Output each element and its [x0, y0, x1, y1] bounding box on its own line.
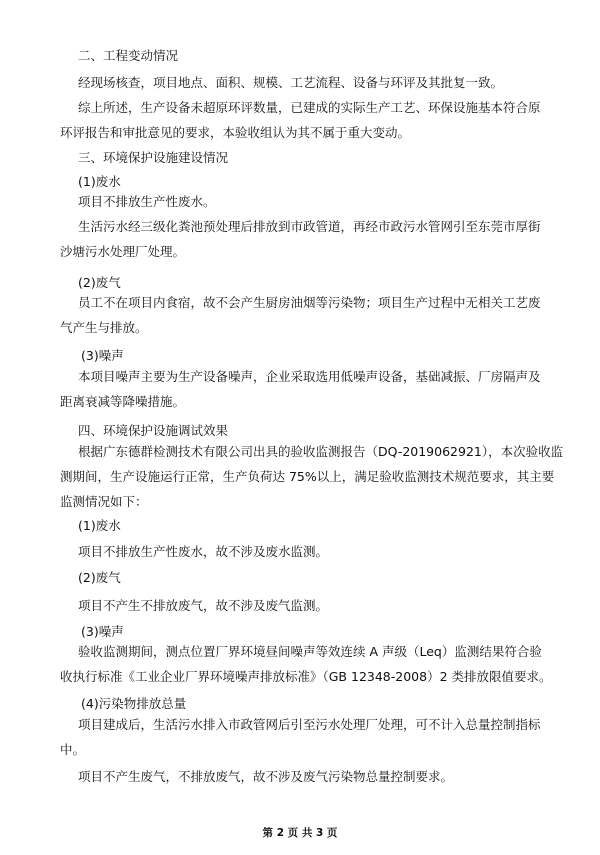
s4-exhaust-label: (2)废气	[78, 570, 121, 585]
s3-wastewater-para-2: 生活污水经三级化粪池预处理后排放到市政管道，再经市政污水管网引至东莞市厚街 沙塘污水处理厂处理。	[60, 219, 541, 259]
s4-noise-label: (3)噪声	[81, 624, 124, 639]
s4-noise-para: 验收监测期间，测点位置厂界环境昼间噪声等效连续 A 声级（Leq）监测结果符合验 收执行标准《工业企业厂界环境噪声排放标准》（GB 12348-2008）2 类排放限值要求。	[60, 644, 552, 684]
s4-exhaust-para: 项目不产生不排放废气，故不涉及废气监测。	[78, 598, 329, 613]
s3-noise-label: (3)噪声	[81, 348, 124, 363]
s4-wastewater-label: (1)废水	[78, 518, 121, 533]
section-3-title: 三、环境保护设施建设情况	[78, 150, 229, 165]
s3-noise-para: 本项目噪声主要为生产设备噪声，企业采取选用低噪声设备，基础减振、厂房隔声及 距离衰减等降噪措施。	[60, 369, 541, 409]
s3-wastewater-para-1: 项目不排放生产性废水。	[78, 194, 216, 209]
s4-total-para-1: 项目建成后，生活污水排入市政管网后引至污水处理厂处理，可不计入总量控制指标 中。	[60, 717, 541, 757]
s3-wastewater-label: (1)废水	[78, 174, 121, 189]
section-2-para-1: 经现场核查，项目地点、面积、规模、工艺流程、设备与环评及其批复一致。	[78, 75, 504, 90]
section-2-title: 二、工程变动情况	[78, 48, 179, 63]
s3-exhaust-para: 员工不在项目内食宿，故不会产生厨房油烟等污染物；项目生产过程中无相关工艺废 气产生与排放。	[60, 295, 541, 335]
section-4-title: 四、环境保护设施调试效果	[78, 423, 229, 438]
s4-total-para-2: 项目不产生废气，不排放废气，故不涉及废气污染物总量控制要求。	[78, 769, 454, 784]
section-4-intro: 根据广东德群检测技术有限公司出具的验收监测报告（DQ-2019062921），本次验收监 测期间，生产设施运行正常，生产负荷达 75%以上，满足验收监测技术规范要求，其主要 监测情况如下：	[60, 444, 564, 509]
section-2-para-2: 综上所述，生产设备未超原环评数量，已建成的实际生产工艺、环保设施基本符合原 环评报告和审批意见的要求，本验收组认为其不属于重大变动。	[60, 100, 541, 140]
s4-total-label: (4)污染物排放总量	[81, 696, 187, 711]
s4-wastewater-para: 项目不排放生产性废水，故不涉及废水监测。	[78, 544, 329, 559]
s3-exhaust-label: (2)废气	[78, 275, 121, 290]
page-footer: 第 2 页 共 3 页	[262, 827, 338, 839]
